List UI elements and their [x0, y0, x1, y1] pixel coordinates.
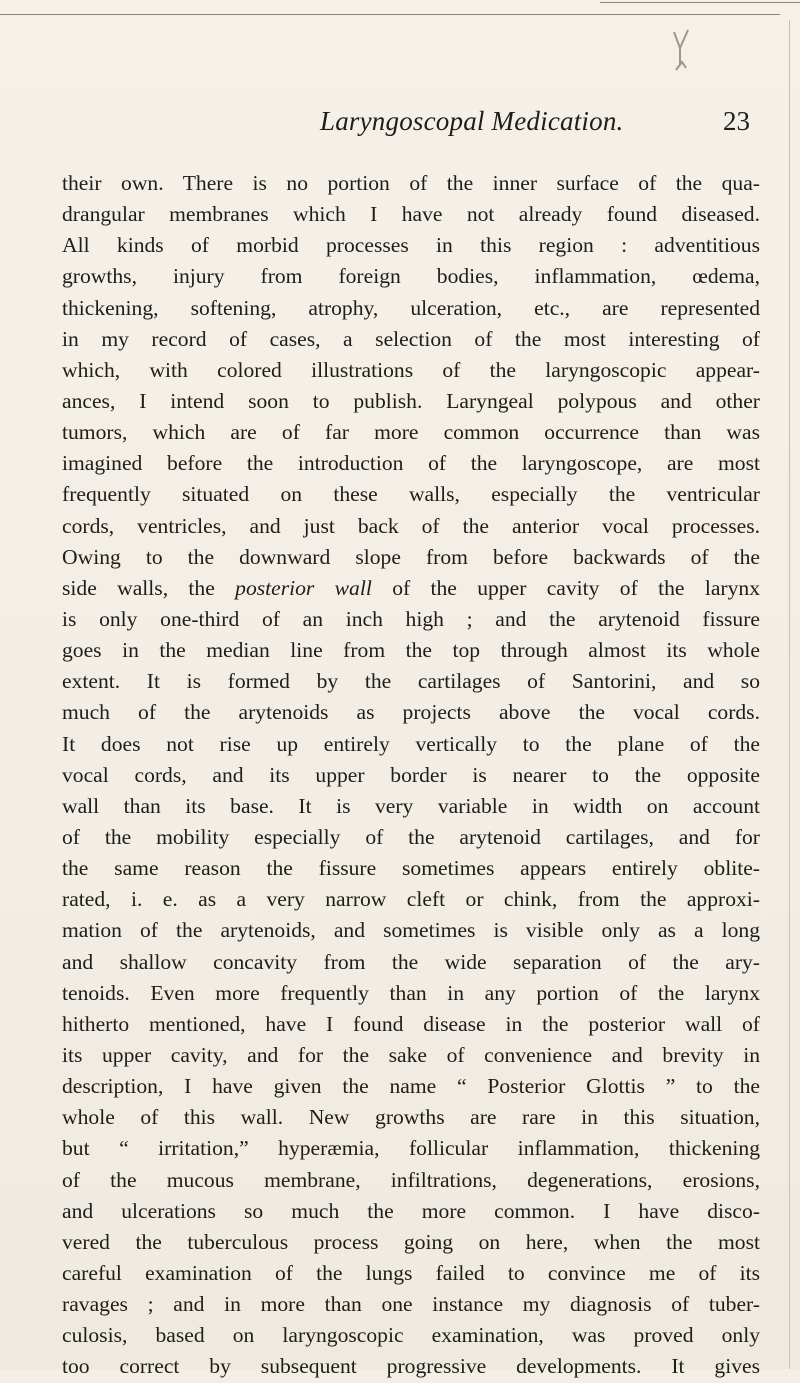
text-line: imagined before the introduction of the laryngoscope, are most: [62, 451, 760, 476]
text-line: Owing to the downward slope from before backwards of the: [62, 544, 760, 569]
text-line: whole of this wall. New growths are rare in this situation,: [62, 1105, 760, 1130]
text-line: cords, ventricles, and just back of the anterior vocal processes.: [62, 513, 760, 538]
text-line: but “ irritation,” hyperæmia, follicular inflammation, thickening: [62, 1136, 760, 1161]
text-line: side walls, the posterior wall of the upper cavity of the larynx: [62, 575, 761, 600]
top-border-line: [0, 14, 780, 15]
italic-phrase: posterior wall: [235, 575, 372, 600]
text-line: of the mobility especially of the arytenoid cartilages, and for: [62, 824, 760, 849]
text-line: and ulcerations so much the more common. I have disco-: [62, 1198, 760, 1223]
ink-mark-icon: [666, 18, 696, 78]
text-line: much of the arytenoids as projects above the vocal cords.: [62, 700, 760, 725]
running-header: [320, 106, 750, 142]
running-title: Laryngoscopal Medication.: [320, 106, 624, 136]
body-text: [62, 168, 760, 1382]
text-line: description, I have given the name “ Posterior Glottis ” to the: [62, 1074, 760, 1099]
text-line: vocal cords, and its upper border is nearer to the opposite: [62, 762, 760, 787]
text-line: hitherto mentioned, have I found disease in the posterior wall of: [62, 1011, 760, 1036]
text-line: culosis, based on laryngoscopic examination, was proved only: [62, 1323, 760, 1348]
text-line: It does not rise up entirely vertically to the plane of the: [62, 731, 760, 756]
text-line: All kinds of morbid processes in this region : adventitious: [62, 233, 760, 258]
page-edge: [789, 20, 790, 1369]
text-line: extent. It is formed by the cartilages of Santorini, and so: [62, 669, 760, 694]
text-line: ravages ; and in more than one instance my diagnosis of tuber-: [62, 1292, 760, 1317]
text-line: mation of the arytenoids, and sometimes is visible only as a long: [62, 918, 760, 943]
text-line: careful examination of the lungs failed to convince me of its: [62, 1260, 760, 1285]
text-line: is only one-third of an inch high ; and the arytenoid fissure: [62, 606, 760, 631]
top-border-line-short: [600, 2, 800, 3]
text-line: wall than its base. It is very variable in width on account: [62, 793, 760, 818]
text-line: frequently situated on these walls, especially the ventricular: [62, 482, 760, 507]
text-line: its upper cavity, and for the sake of convenience and brevity in: [62, 1042, 760, 1067]
text-line: too correct by subsequent progressive developments. It gives: [62, 1354, 760, 1379]
text-line: growths, injury from foreign bodies, inflammation, œdema,: [62, 264, 760, 289]
text-line: goes in the median line from the top through almost its whole: [62, 638, 760, 663]
text-line: the same reason the fissure sometimes appears entirely oblite-: [62, 856, 760, 881]
page-number: 23: [723, 106, 750, 136]
text-line: in my record of cases, a selection of the most interesting of: [62, 326, 760, 351]
text-line: their own. There is no portion of the inner surface of the qua-: [62, 171, 760, 195]
text-line: drangular membranes which I have not already found diseased.: [62, 202, 760, 227]
text-line: tenoids. Even more frequently than in any portion of the larynx: [62, 980, 760, 1005]
text-line: which, with colored illustrations of the laryngoscopic appear-: [62, 357, 760, 382]
text-line: thickening, softening, atrophy, ulceration, etc., are represented: [62, 295, 760, 320]
text-line: and shallow concavity from the wide separation of the ary-: [62, 949, 760, 974]
text-line: rated, i. e. as a very narrow cleft or chink, from the approxi-: [62, 887, 760, 912]
text-line: tumors, which are of far more common occurrence than was: [62, 420, 760, 445]
text-line: vered the tuberculous process going on here, when the most: [62, 1229, 760, 1254]
text-line: ances, I intend soon to publish. Laryngeal polypous and other: [62, 388, 760, 413]
text-line: of the mucous membrane, infiltrations, degenerations, erosions,: [62, 1167, 760, 1192]
